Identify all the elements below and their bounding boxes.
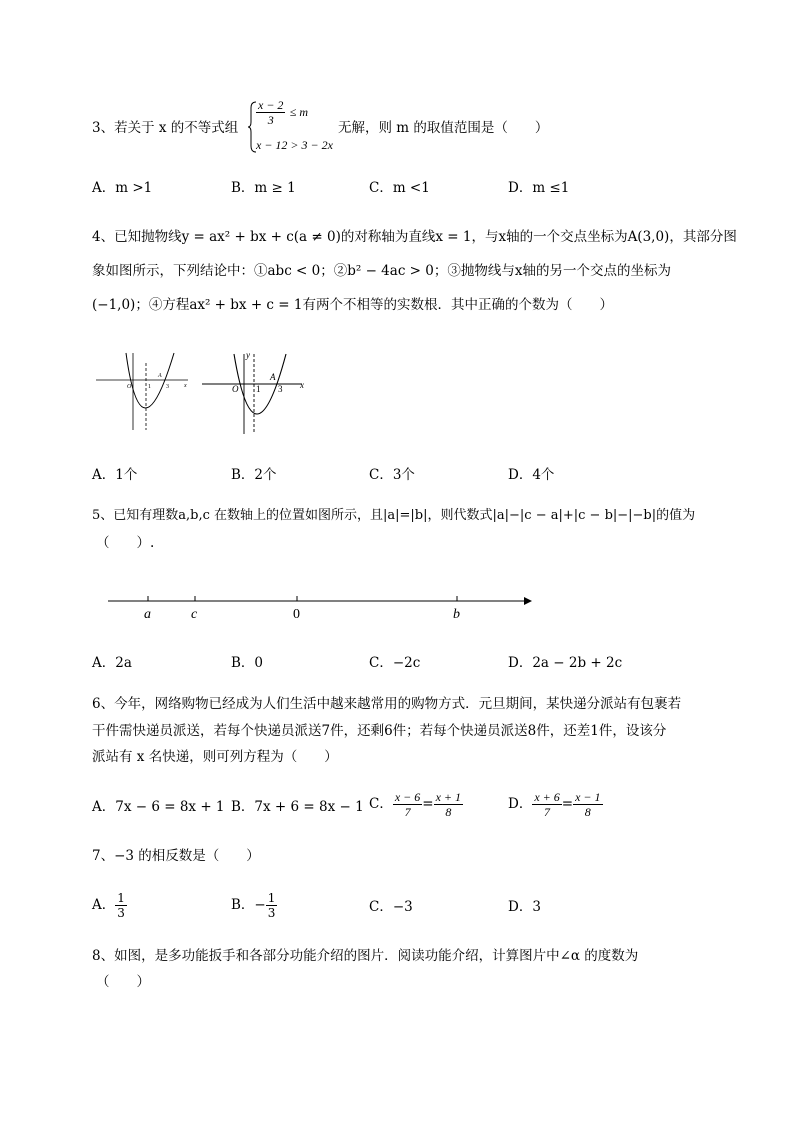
large-origin-label: O <box>232 384 239 394</box>
q3-suffix: 无解，则 m 的取值范围是（ ） <box>338 120 549 136</box>
q5-option-c: C．−2c <box>369 655 421 671</box>
q5-line2: （ ）. <box>96 535 155 551</box>
parabola-graph-large <box>202 350 304 434</box>
q6-option-c: C． $\frac{x - 6}{7}$ = $\frac{x + 1}{8}$ <box>369 790 462 819</box>
q4-option-d: D．4个 <box>508 467 555 483</box>
q5-option-d: D．2a − 2b + 2c <box>508 655 623 671</box>
q3-prefix: 3、若关于 x 的不等式组 <box>92 120 239 136</box>
q7-option-b: B．− $\frac{1}{3}$ <box>231 891 276 920</box>
large-a-label: A <box>270 372 276 382</box>
q6-option-b: B．7x + 6 = 8x − 1 <box>231 799 364 815</box>
q3-option-c: C．m <1 <box>369 180 430 196</box>
q3-option-d: D．m ≤1 <box>508 180 570 196</box>
tick-label-c: c <box>191 607 198 622</box>
q3-system-line1: $\frac{x - 2}{3}$ ≤ m <box>258 98 308 127</box>
q3-option-b: B．m ≥ 1 <box>231 180 296 196</box>
q8-line2: （ ） <box>96 974 150 990</box>
q7-option-c: C．−3 <box>369 899 413 915</box>
q3-system-line2: x − 12 > 3 − 2x <box>256 138 333 152</box>
large-three-label: 3 <box>278 384 283 394</box>
q5-number-line <box>104 590 534 624</box>
q4-line3: (−1,0)；④方程ax² + bx + c = 1有两个不相等的实数根．其中正确的个数为（ ） <box>92 297 613 313</box>
small-a-label: A <box>158 373 162 379</box>
q6-line2: 干件需快递员派送，若每个快递员派送7件，还剩6件；若每个快递员派送8件，还差1件，设该分 <box>92 723 667 739</box>
q7-line1: 7、−3 的相反数是（ ） <box>92 848 260 864</box>
q5-option-b: B．0 <box>231 655 264 671</box>
large-x-label: x <box>300 380 304 390</box>
q3-option-a: A．m >1 <box>92 180 153 196</box>
small-origin-label: O <box>127 384 132 390</box>
tick-label-a: a <box>144 607 151 622</box>
q5-option-a: A．2a <box>92 655 132 671</box>
q6-option-a: A．7x − 6 = 8x + 1 <box>92 799 225 815</box>
q4-option-c: C．3个 <box>369 467 415 483</box>
large-one-label: 1 <box>256 384 261 394</box>
q7-option-a: A． $\frac{1}{3}$ <box>92 891 125 920</box>
q4-line1: 4、已知抛物线y = ax² + bx + c(a ≠ 0)的对称轴为直线x = 1，与x轴的一个交点坐标为A(3,0)，其部分图 <box>92 229 737 245</box>
q6-line1: 6、今年，网络购物已经成为人们生活中越来越常用的购物方式．元旦期间，某快递分派站有包裹若 <box>92 696 682 712</box>
q4-option-a: A．1个 <box>92 467 138 483</box>
q5-line1: 5、已知有理数a,b,c 在数轴上的位置如图所示，且|a|=|b|，则代数式|a|−|c − a|+|c − b|−|−b|的值为 <box>92 508 696 523</box>
q4-option-b: B．2个 <box>231 467 277 483</box>
small-x-label: x <box>184 383 187 389</box>
q7-option-d: D．3 <box>508 899 541 915</box>
q4-parabola-graphs <box>96 348 316 438</box>
q6-option-d: D． $\frac{x + 6}{7}$ = $\frac{x - 1}{8}$ <box>508 790 601 819</box>
tick-label-b: b <box>453 607 460 622</box>
small-one-label: 1 <box>148 384 151 390</box>
small-three-label: 3 <box>166 384 169 390</box>
q8-line1: 8、如图，是多功能扳手和各部分功能介绍的图片．阅读功能介绍，计算图片中∠α 的度数为 <box>92 948 639 964</box>
tick-label-zero: 0 <box>293 607 300 622</box>
large-y-label: y <box>246 350 250 360</box>
parabola-graph-small <box>96 353 188 430</box>
q6-line3: 派站有 x 名快递，则可列方程为（ ） <box>92 749 338 765</box>
q4-line2: 象如图所示，下列结论中：①abc < 0；②b² − 4ac > 0；③抛物线与x轴的另一个交点的坐标为 <box>92 263 671 279</box>
